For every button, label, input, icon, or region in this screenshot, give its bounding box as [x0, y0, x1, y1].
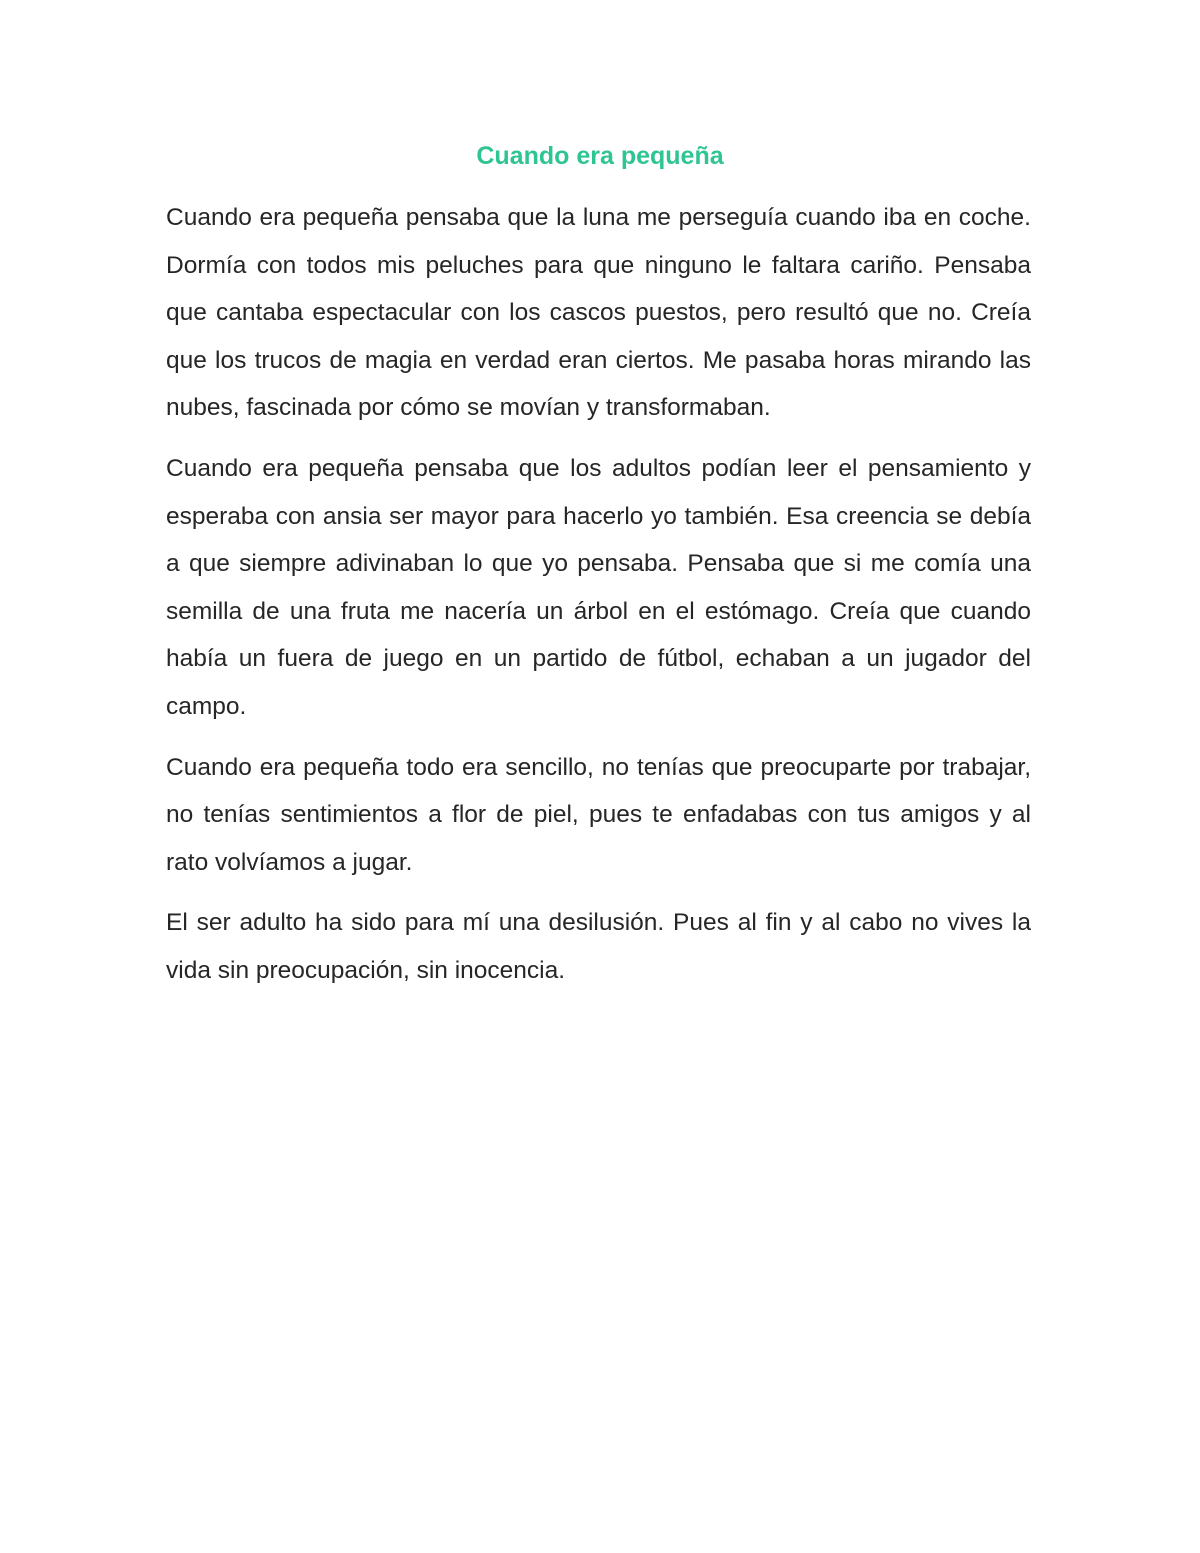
paragraph: El ser adulto ha sido para mí una desilusión. Pues al fin y al cabo no vives la vida sin preocupación, sin inocencia.: [166, 909, 1031, 984]
paragraph: Cuando era pequeña pensaba que los adultos podían leer el pensamiento y esperaba con ansia ser mayor para hacerlo yo también. Esa creencia se debía a que siempre adivinaban lo que yo pensaba. Pensaba que si me comía una semilla de una fruta me nacería un árbol en el estómago. Creía que cuando había un fuera de juego en un partido de fútbol, echaban a un jugador del campo.: [166, 454, 1031, 720]
document-title: Cuando era pequeña: [476, 142, 724, 170]
document-body: [166, 194, 1031, 1008]
paragraph: Cuando era pequeña todo era sencillo, no tenías que preocuparte por trabajar, no tenías sentimientos a flor de piel, pues te enfadabas con tus amigos y al rato volvíamos a jugar.: [166, 753, 1031, 876]
paragraph: Cuando era pequeña pensaba que la luna me perseguía cuando iba en coche. Dormía con todos mis peluches para que ninguno le faltara cariño. Pensaba que cantaba espectacular con los cascos puestos, pero resultó que no. Creía que los trucos de magia en verdad eran ciertos. Me pasaba horas mirando las nubes, fascinada por cómo se movían y transformaban.: [166, 204, 1031, 422]
